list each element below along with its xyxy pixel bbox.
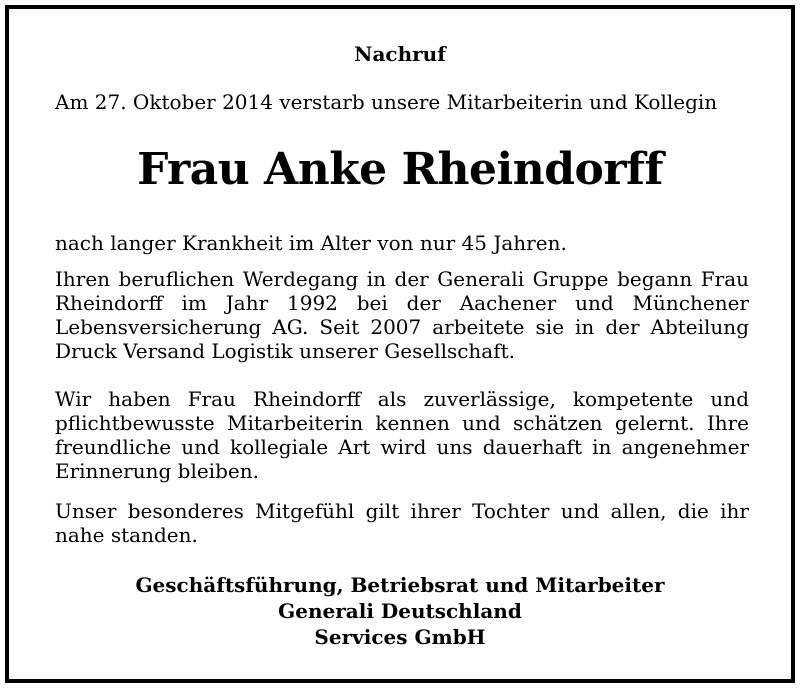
signature-line-3: Services GmbH <box>314 625 486 649</box>
signature-line-2: Generali Deutschland <box>278 599 522 623</box>
signature-line-1: Geschäftsführung, Betriebsrat und Mitarbeiter <box>135 573 665 597</box>
notice-heading: Nachruf <box>354 42 446 66</box>
deceased-name: Frau Anke Rheindorff <box>137 144 663 195</box>
signature-block <box>9 572 791 650</box>
appreciation-paragraph: Wir haben Frau Rheindorff als zuverlässige, kompetente und pflichtbewusste Mitarbeiterin kennen und schätzen gelernt. Ihre freundliche und kollegiale Art wird uns dauerhaft in angenehmer Erinnerung bleiben. <box>55 387 749 483</box>
career-paragraph: Ihren beruflichen Werdegang in der Generali Gruppe begann Frau Rheindorff im Jahr 1992 bei der Aachener und Münchener Lebensversicherung AG. Seit 2007 arbeitete sie in der Abteilung Druck Versand Logistik unserer Gesellschaft. <box>55 267 749 363</box>
age-line: nach langer Krankheit im Alter von nur 45 Jahren. <box>55 231 567 255</box>
obituary-notice <box>5 5 795 683</box>
sympathy-paragraph: Unser besonderes Mitgefühl gilt ihrer Tochter und allen, die ihr nahe standen. <box>55 499 749 547</box>
intro-line: Am 27. Oktober 2014 verstarb unsere Mitarbeiterin und Kollegin <box>55 90 718 114</box>
